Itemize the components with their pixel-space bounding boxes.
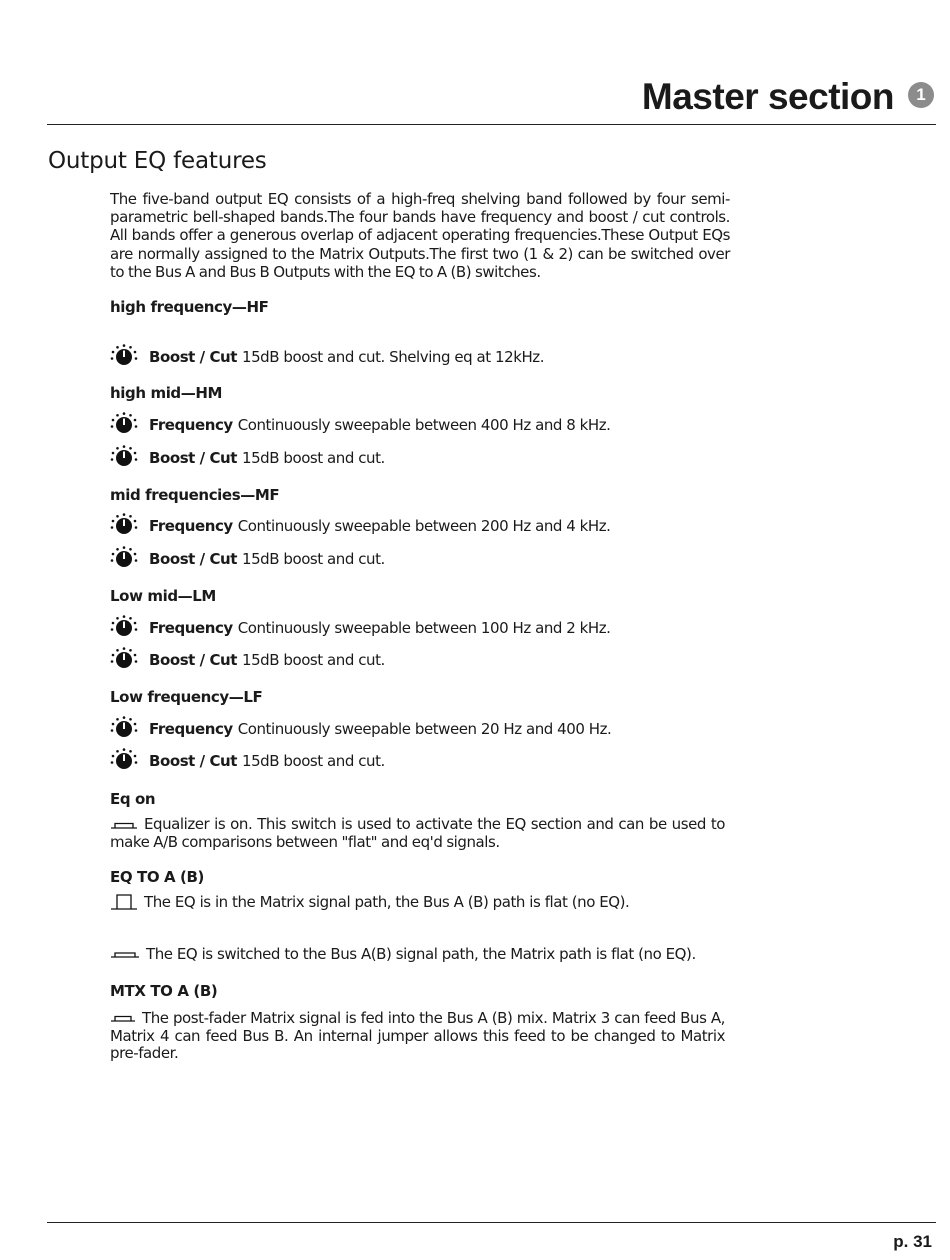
- mf-frequency-text: Continuously sweepable between 200 Hz and 4 kHz.: [237, 517, 611, 535]
- mtx-to-a-paragraph: [110, 1010, 725, 1063]
- hm-boost-label: Boost / Cut: [149, 449, 237, 467]
- hm-frequency-label: Frequency: [149, 416, 233, 434]
- lf-frequency-row: [110, 716, 611, 742]
- knob-icon: [110, 344, 138, 370]
- mtx-to-a-heading: MTX TO A (B): [110, 982, 218, 1000]
- knob-icon: [110, 546, 138, 572]
- lf-frequency-label: Frequency: [149, 720, 233, 738]
- knob-icon: [110, 615, 138, 641]
- hm-heading: high mid—HM: [110, 384, 223, 402]
- mf-boost-label: Boost / Cut: [149, 550, 237, 568]
- mf-heading: mid frequencies—MF: [110, 486, 280, 504]
- hm-boost-row: [110, 445, 385, 471]
- lf-heading: Low frequency—LF: [110, 688, 263, 706]
- switch-pressed-icon: [110, 1013, 136, 1023]
- lm-boost-row: [110, 647, 385, 673]
- hm-frequency-text: Continuously sweepable between 400 Hz and 8 kHz.: [237, 416, 611, 434]
- lm-boost-text: 15dB boost and cut.: [241, 651, 385, 669]
- lm-frequency-label: Frequency: [149, 619, 233, 637]
- intro-paragraph: The five-band output EQ consists of a high-freq shelving band followed by four semi-parametric bell-shaped bands.The four bands have frequency and boost / cut controls. All bands offer a generous overlap of adjacent operating frequencies.These Output EQs are normally assigned to the Matrix Outputs.The first two (1 & 2) can be switched over to the Bus A and Bus B Outputs with the EQ to A (B) switches.: [110, 190, 730, 281]
- eq-to-a-up-text: The EQ is in the Matrix signal path, the Bus A (B) path is flat (no EQ).: [144, 893, 630, 911]
- section-title: Output EQ features: [48, 148, 267, 174]
- eq-to-a-up-row: [110, 893, 629, 911]
- knob-icon: [110, 412, 138, 438]
- knob-icon: [110, 647, 138, 673]
- eq-to-a-heading: EQ TO A (B): [110, 868, 205, 886]
- hf-boost-row: [110, 344, 544, 370]
- page-number: p. 31: [893, 1232, 932, 1251]
- hf-boost-label: Boost / Cut: [149, 348, 237, 366]
- footer-rule: [47, 1222, 936, 1223]
- chapter-number-badge: 1: [908, 82, 934, 108]
- switch-pressed-icon: [110, 819, 138, 829]
- knob-icon: [110, 445, 138, 471]
- lm-heading: Low mid—LM: [110, 587, 216, 605]
- knob-icon: [110, 716, 138, 742]
- eq-on-text: Equalizer is on. This switch is used to activate the EQ section and can be used to make A/B comparisons between "flat" and eq'd signals.: [110, 815, 725, 851]
- eq-to-a-down-row: [110, 945, 696, 963]
- lf-boost-label: Boost / Cut: [149, 752, 237, 770]
- switch-down-icon: [110, 949, 140, 959]
- lm-boost-label: Boost / Cut: [149, 651, 237, 669]
- mf-boost-row: [110, 546, 385, 572]
- header-rule: [47, 124, 936, 125]
- page-header-title: Master section: [641, 76, 894, 117]
- knob-icon: [110, 748, 138, 774]
- mf-frequency-label: Frequency: [149, 517, 233, 535]
- switch-up-icon: [110, 893, 138, 911]
- eq-on-heading: Eq on: [110, 790, 156, 808]
- hm-frequency-row: [110, 412, 610, 438]
- hf-boost-text: 15dB boost and cut. Shelving eq at 12kHz.: [241, 348, 545, 366]
- mf-frequency-row: [110, 513, 610, 539]
- lf-frequency-text: Continuously sweepable between 20 Hz and 400 Hz.: [237, 720, 612, 738]
- lf-boost-text: 15dB boost and cut.: [241, 752, 385, 770]
- hm-boost-text: 15dB boost and cut.: [241, 449, 385, 467]
- eq-on-paragraph: [110, 816, 725, 851]
- knob-icon: [110, 513, 138, 539]
- mtx-to-a-text: The post-fader Matrix signal is fed into the Bus A (B) mix. Matrix 3 can feed Bus A, Matrix 4 can feed Bus B. An internal jumper allows this feed to be changed to Matrix pre-fader.: [110, 1009, 725, 1062]
- eq-to-a-down-text: The EQ is switched to the Bus A(B) signal path, the Matrix path is flat (no EQ).: [146, 945, 696, 963]
- lm-frequency-row: [110, 615, 610, 641]
- lf-boost-row: [110, 748, 385, 774]
- lm-frequency-text: Continuously sweepable between 100 Hz and 2 kHz.: [237, 619, 611, 637]
- mf-boost-text: 15dB boost and cut.: [241, 550, 385, 568]
- hf-heading: high frequency—HF: [110, 298, 269, 316]
